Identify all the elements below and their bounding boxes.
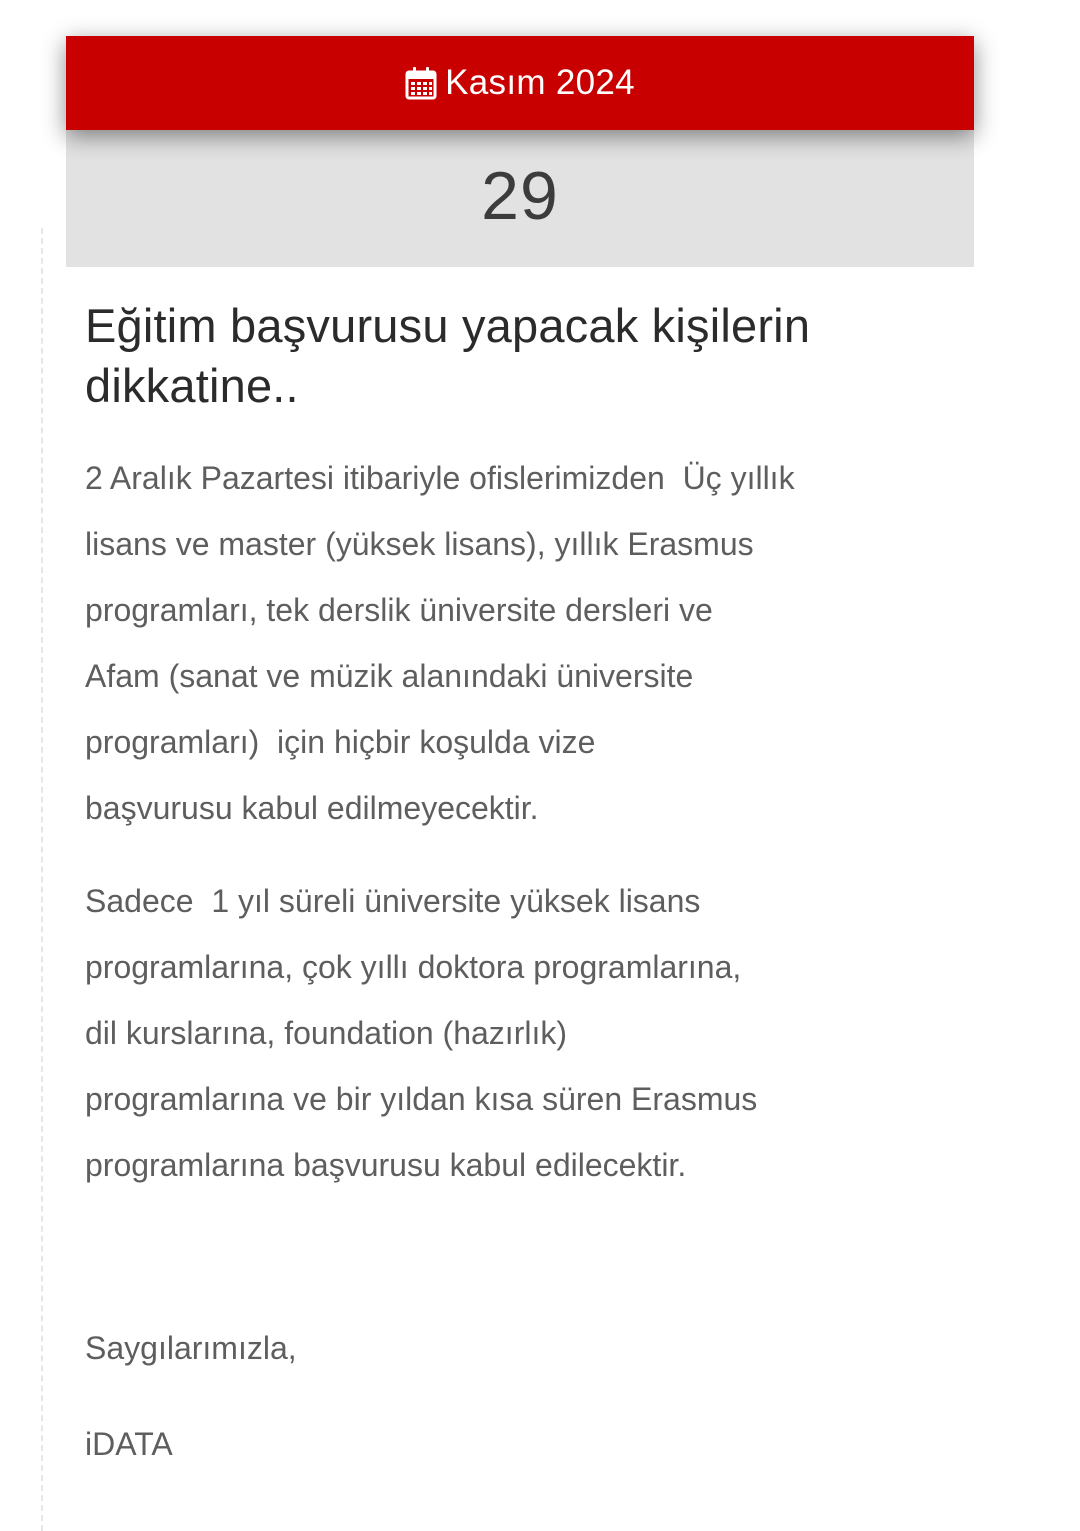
- day-box: [66, 130, 974, 267]
- month-label: Kasım 2024: [445, 63, 635, 102]
- article-title: Eğitim başvurusu yapacak kişilerin dikkatine..: [85, 299, 811, 412]
- signature-text: iDATA: [85, 1426, 173, 1462]
- article-paragraph-2: Sadece 1 yıl süreli üniversite yüksek lisans programlarına, çok yıllı doktora programlarına, dil kurslarına, foundation (hazırlık) programlarına ve bir yıldan kısa süren Erasmus programlarına başvurusu kabul edilecektir.: [85, 883, 758, 1183]
- article-header: [85, 296, 985, 416]
- timeline-divider: [41, 228, 43, 1531]
- closing-text: Saygılarımızla,: [85, 1330, 297, 1366]
- date-card: [66, 36, 974, 267]
- day-number: 29: [481, 157, 559, 234]
- month-header: [66, 36, 974, 130]
- calendar-icon: [405, 66, 437, 100]
- article-paragraph-1: 2 Aralık Pazartesi itibariyle ofislerimizden Üç yıllık lisans ve master (yüksek lisans), yıllık Erasmus programları, tek derslik üniversite dersleri ve Afam (sanat ve müzik alanındaki üniversite programları) için hiçbir koşulda vize başvurusu kabul edilmeyecektir.: [85, 460, 795, 826]
